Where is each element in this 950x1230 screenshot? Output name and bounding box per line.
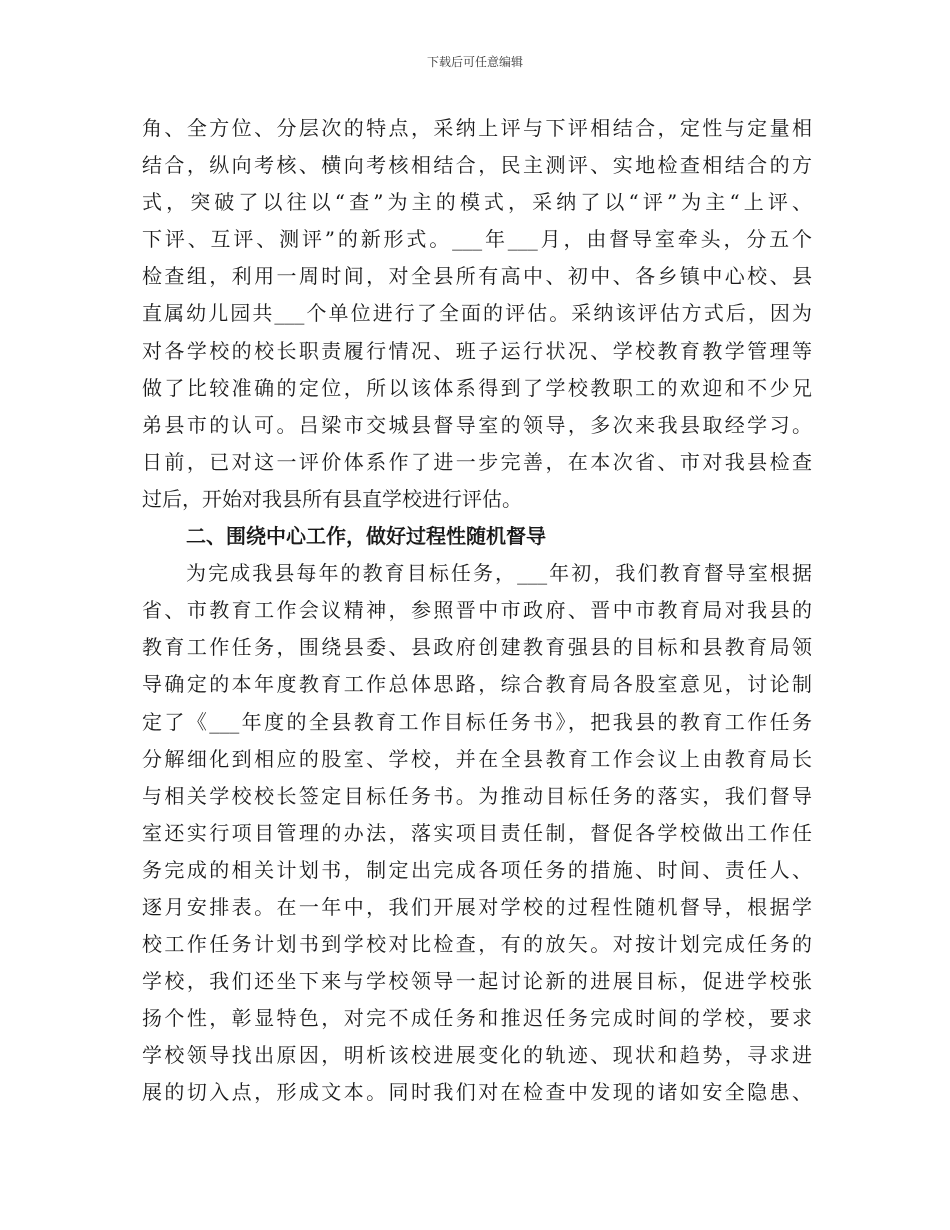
text-line: 对各学校的校长职责履行情况、班子运行状况、学校教育教学管理等	[142, 338, 812, 363]
text-line: 弟县市的认可。吕梁市交城县督导室的领导，多次来我县取经学习。	[142, 412, 812, 437]
text-line: 学校领导找出原因，明析该校进展变化的轨迹、现状和趋势，寻求进	[142, 1043, 812, 1068]
text-line: 学校，我们还坐下来与学校领导一起讨论新的进展目标，促进学校张	[142, 969, 812, 994]
section-heading: 二、围绕中心工作，做好过程性随机督导	[186, 524, 546, 549]
text-line: 角、全方位、分层次的特点，采纳上评与下评相结合，定性与定量相	[142, 116, 812, 140]
text-line: 检查组，利用一周时间，对全县所有高中、初中、各乡镇中心校、县	[142, 264, 812, 289]
text-line: 教育工作任务，围绕县委、县政府创建教育强县的目标和县教育局领	[142, 635, 812, 660]
text-line: 逐月安排表。在一年中，我们开展对学校的过程性随机督导，根据学	[142, 894, 812, 919]
text-line: 室还实行项目管理的办法，落实项目责任制，督促各学校做出工作任	[142, 820, 812, 845]
text-line: 下评、互评、测评”的新形式。___年___月，由督导室牵头，分五个	[142, 227, 812, 252]
page-header: 下载后可任意编辑	[426, 55, 523, 69]
text-line: 日前，已对这一评价体系作了进一步完善，在本次省、市对我县检查	[142, 449, 812, 474]
text-line: 扬个性，彰显特色，对完不成任务和推迟任务完成时间的学校，要求	[142, 1006, 812, 1031]
text-line: 校工作任务计划书到学校对比检查，有的放矢。对按计划完成任务的	[142, 932, 812, 957]
text-line: 分解细化到相应的股室、学校，并在全县教育工作会议上由教育局长	[142, 746, 812, 771]
text-line: 结合，纵向考核、横向考核相结合，民主测评、实地检查相结合的方	[142, 153, 812, 178]
text-line: 直属幼儿园共___个单位进行了全面的评估。采纳该评估方式后，因为	[142, 301, 812, 326]
text-line: 为完成我县每年的教育目标任务，___年初，我们教育督导室根据	[186, 561, 812, 586]
text-line: 式，突破了以往以“查”为主的模式，采纳了以“评”为主“上评、	[142, 190, 812, 215]
text-line: 展的切入点，形成文本。同时我们对在检查中发现的诸如安全隐患、	[142, 1080, 812, 1105]
text-line: 导确定的本年度教育工作总体思路，综合教育局各股室意见，讨论制	[142, 672, 812, 697]
text-line: 做了比较准确的定位，所以该体系得到了学校教职工的欢迎和不少兄	[142, 375, 812, 400]
text-line: 省、市教育工作会议精神，参照晋中市政府、晋中市教育局对我县的	[142, 598, 812, 623]
text-line: 定了《___年度的全县教育工作目标任务书》，把我县的教育工作任务	[142, 709, 812, 734]
text-line: 与相关学校校长签定目标任务书。为推动目标任务的落实，我们督导	[142, 783, 812, 808]
document-body	[142, 110, 812, 1112]
text-line: 务完成的相关计划书，制定出完成各项任务的措施、时间、责任人、	[142, 857, 812, 882]
text-line: 过后，开始对我县所有县直学校进行评估。	[142, 486, 522, 511]
